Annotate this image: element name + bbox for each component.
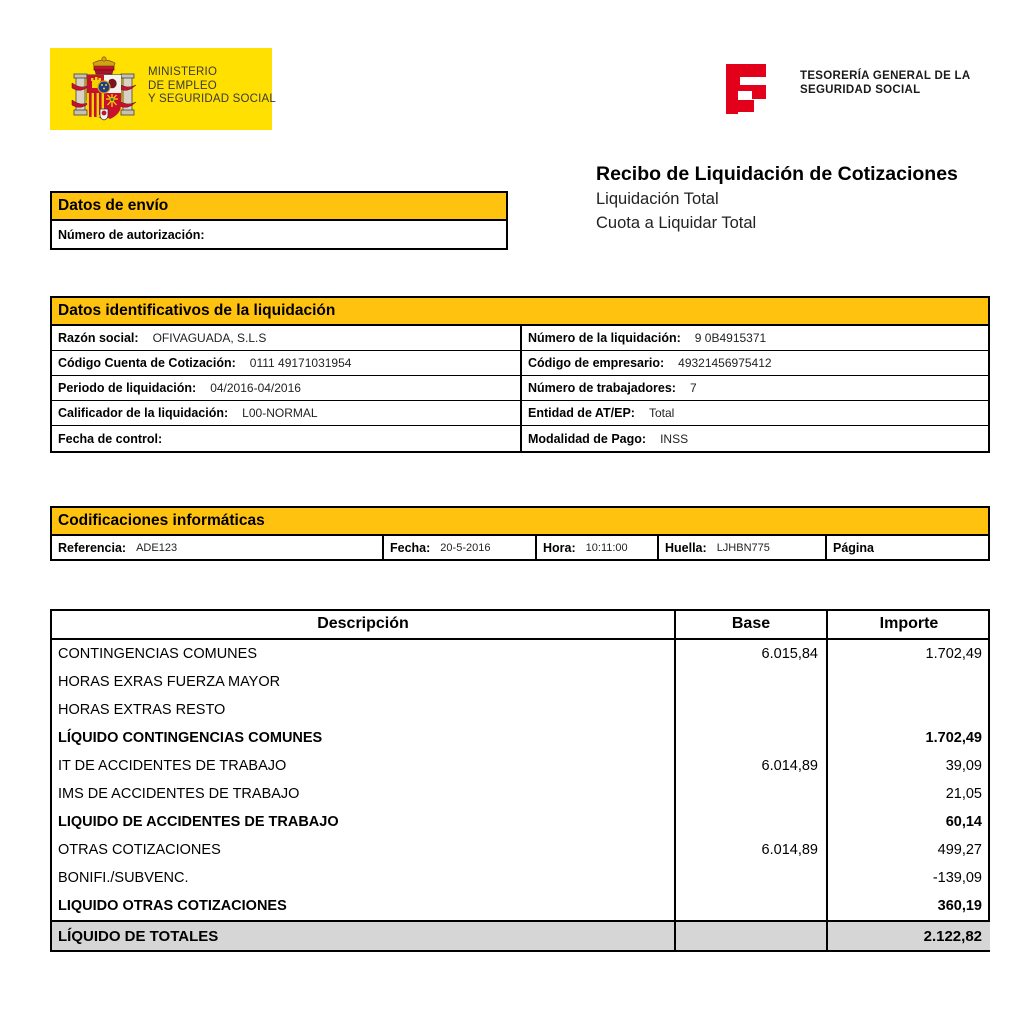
cell-base [675, 864, 827, 892]
table-row-total [52, 921, 990, 950]
table-row [52, 836, 990, 864]
ident-row [52, 376, 988, 401]
cell-base [675, 892, 827, 921]
cell-importe: -139,09 [932, 870, 982, 886]
codificaciones-informaticas-panel [50, 506, 990, 561]
calificador-liquidacion-cell [52, 401, 520, 425]
numero-liquidacion-cell [520, 326, 988, 350]
codigo-empresario-value: 49321456975412 [678, 356, 772, 370]
ident-row [52, 351, 988, 376]
tgss-logo [724, 62, 986, 114]
ministry-line-2: DE EMPLEO [148, 79, 217, 92]
document-subtitle-1: Liquidación Total [596, 190, 719, 208]
cell-importe: 499,27 [937, 842, 982, 858]
cell-descripcion: CONTINGENCIAS COMUNES [52, 639, 675, 668]
numero-liquidacion-label: Número de la liquidación: [528, 331, 681, 345]
cell-importe: 2.122,82 [827, 921, 990, 950]
page-title: Recibo de Liquidación de Cotizaciones [596, 163, 958, 185]
ministry-logo-text [148, 66, 276, 107]
cell-base [675, 696, 827, 724]
ministry-logo [50, 48, 277, 130]
table-row [52, 639, 990, 668]
calificador-liquidacion-value: L00-NORMAL [242, 406, 318, 420]
numero-trabajadores-cell [520, 376, 988, 400]
ministry-line-1: MINISTERIO [148, 66, 218, 78]
codigo-cuenta-cotizacion-label: Código Cuenta de Cotización: [58, 356, 236, 370]
codigo-empresario-cell [520, 351, 988, 375]
cell-descripcion: LÍQUIDO CONTINGENCIAS COMUNES [52, 724, 675, 752]
authorization-label: Número de autorización: [58, 227, 205, 242]
cell-descripcion: HORAS EXTRAS RESTO [52, 696, 675, 724]
ident-row [52, 426, 988, 451]
numero-trabajadores-label: Número de trabajadores: [528, 381, 676, 395]
table-row [52, 696, 990, 724]
cell-importe: 1.702,49 [925, 730, 982, 746]
authorization-row [52, 221, 506, 248]
codigo-cuenta-cotizacion-value: 0111 49171031954 [249, 356, 352, 370]
cell-importe [827, 696, 990, 724]
huella-cell [657, 536, 825, 559]
tgss-line-1: TESORERÍA GENERAL DE LA [800, 70, 971, 82]
fecha-cell [382, 536, 535, 559]
cell-base [675, 668, 827, 696]
pagina-label: Página [833, 540, 874, 555]
column-header-importe: Importe [827, 611, 990, 639]
cell-base [675, 808, 827, 836]
numero-trabajadores-value: 7 [689, 381, 697, 395]
razon-social-label: Razón social: [58, 331, 139, 345]
codigo-empresario-label: Código de empresario: [528, 356, 665, 370]
hora-label: Hora: [543, 540, 576, 555]
cell-descripcion: BONIFI./SUBVENC. [52, 864, 675, 892]
document-subtitle-2: Cuota a Liquidar Total [596, 214, 757, 232]
codificaciones-row [52, 536, 988, 559]
modalidad-pago-value: INSS [660, 431, 689, 446]
datos-de-envio-title: Datos de envío [52, 193, 506, 221]
cell-base: 6.014,89 [675, 836, 827, 864]
datos-identificativos-panel [50, 296, 990, 453]
modalidad-pago-cell [520, 426, 988, 451]
hora-cell [535, 536, 657, 559]
huella-label: Huella: [665, 540, 707, 555]
cell-base: 6.014,89 [675, 752, 827, 780]
cell-importe [827, 668, 990, 696]
tgss-line-2: SEGURIDAD SOCIAL [800, 84, 921, 96]
periodo-liquidacion-value: 04/2016-04/2016 [210, 381, 301, 395]
table-row [52, 724, 990, 752]
periodo-liquidacion-label: Periodo de liquidación: [58, 381, 197, 395]
fecha-control-cell [52, 426, 520, 451]
calificador-liquidacion-label: Calificador de la liquidación: [58, 406, 229, 420]
tgss-mark-icon [724, 62, 778, 114]
hora-value: 10:11:00 [585, 541, 628, 554]
cell-base: 6.015,84 [675, 639, 827, 668]
razon-social-cell [52, 326, 520, 350]
cell-importe: 360,19 [937, 898, 982, 914]
amounts-table [50, 609, 990, 952]
column-header-descripcion: Descripción [52, 611, 675, 639]
spain-coat-of-arms-icon [68, 53, 140, 125]
codigo-cuenta-cotizacion-cell [52, 351, 520, 375]
numero-liquidacion-value: 9 0B4915371 [694, 331, 767, 345]
razon-social-value: OFIVAGUADA, S.L.S [152, 331, 267, 345]
entidad-at-ep-value: Total [648, 406, 675, 420]
cell-base [675, 780, 827, 808]
ministry-line-3: Y SEGURIDAD SOCIAL [148, 93, 277, 105]
cell-importe: 39,09 [945, 758, 982, 774]
cell-importe: 1.702,49 [925, 646, 982, 662]
tgss-logo-text [800, 69, 970, 97]
huella-value: LJHBN775 [716, 541, 770, 554]
column-header-base: Base [675, 611, 827, 639]
document-title-block [596, 161, 996, 235]
entidad-at-ep-cell [520, 401, 988, 425]
cell-base [675, 921, 827, 950]
modalidad-pago-label: Modalidad de Pago: [528, 431, 647, 446]
entidad-at-ep-label: Entidad de AT/EP: [528, 406, 635, 420]
cell-importe: 21,05 [945, 786, 982, 802]
table-row [52, 808, 990, 836]
datos-de-envio-panel [50, 191, 508, 250]
table-row [52, 864, 990, 892]
cell-descripcion: IT DE ACCIDENTES DE TRABAJO [52, 752, 675, 780]
table-row [52, 752, 990, 780]
codificaciones-title: Codificaciones informáticas [52, 508, 988, 536]
table-row [52, 780, 990, 808]
datos-identificativos-title: Datos identificativos de la liquidación [52, 298, 988, 326]
referencia-label: Referencia: [58, 540, 127, 555]
cell-descripcion: LIQUIDO OTRAS COTIZACIONES [52, 892, 675, 921]
cell-importe: 60,14 [945, 814, 982, 830]
ident-row [52, 326, 988, 351]
fecha-value: 20-5-2016 [440, 541, 491, 554]
authorization-cell [52, 221, 506, 248]
cell-descripcion: IMS DE ACCIDENTES DE TRABAJO [52, 780, 675, 808]
table-row [52, 892, 990, 921]
referencia-value: ADE123 [136, 541, 178, 554]
amounts-table-header-row [52, 611, 990, 639]
periodo-liquidacion-cell [52, 376, 520, 400]
table-row [52, 668, 990, 696]
fecha-control-label: Fecha de control: [58, 431, 163, 446]
referencia-cell [52, 536, 382, 559]
cell-descripcion: OTRAS COTIZACIONES [52, 836, 675, 864]
cell-base [675, 724, 827, 752]
ident-row [52, 401, 988, 426]
cell-descripcion: LIQUIDO DE ACCIDENTES DE TRABAJO [52, 808, 675, 836]
pagina-cell [825, 536, 988, 559]
cell-descripcion: LÍQUIDO DE TOTALES [52, 921, 675, 950]
fecha-label: Fecha: [390, 540, 431, 555]
cell-descripcion: HORAS EXRAS FUERZA MAYOR [52, 668, 675, 696]
